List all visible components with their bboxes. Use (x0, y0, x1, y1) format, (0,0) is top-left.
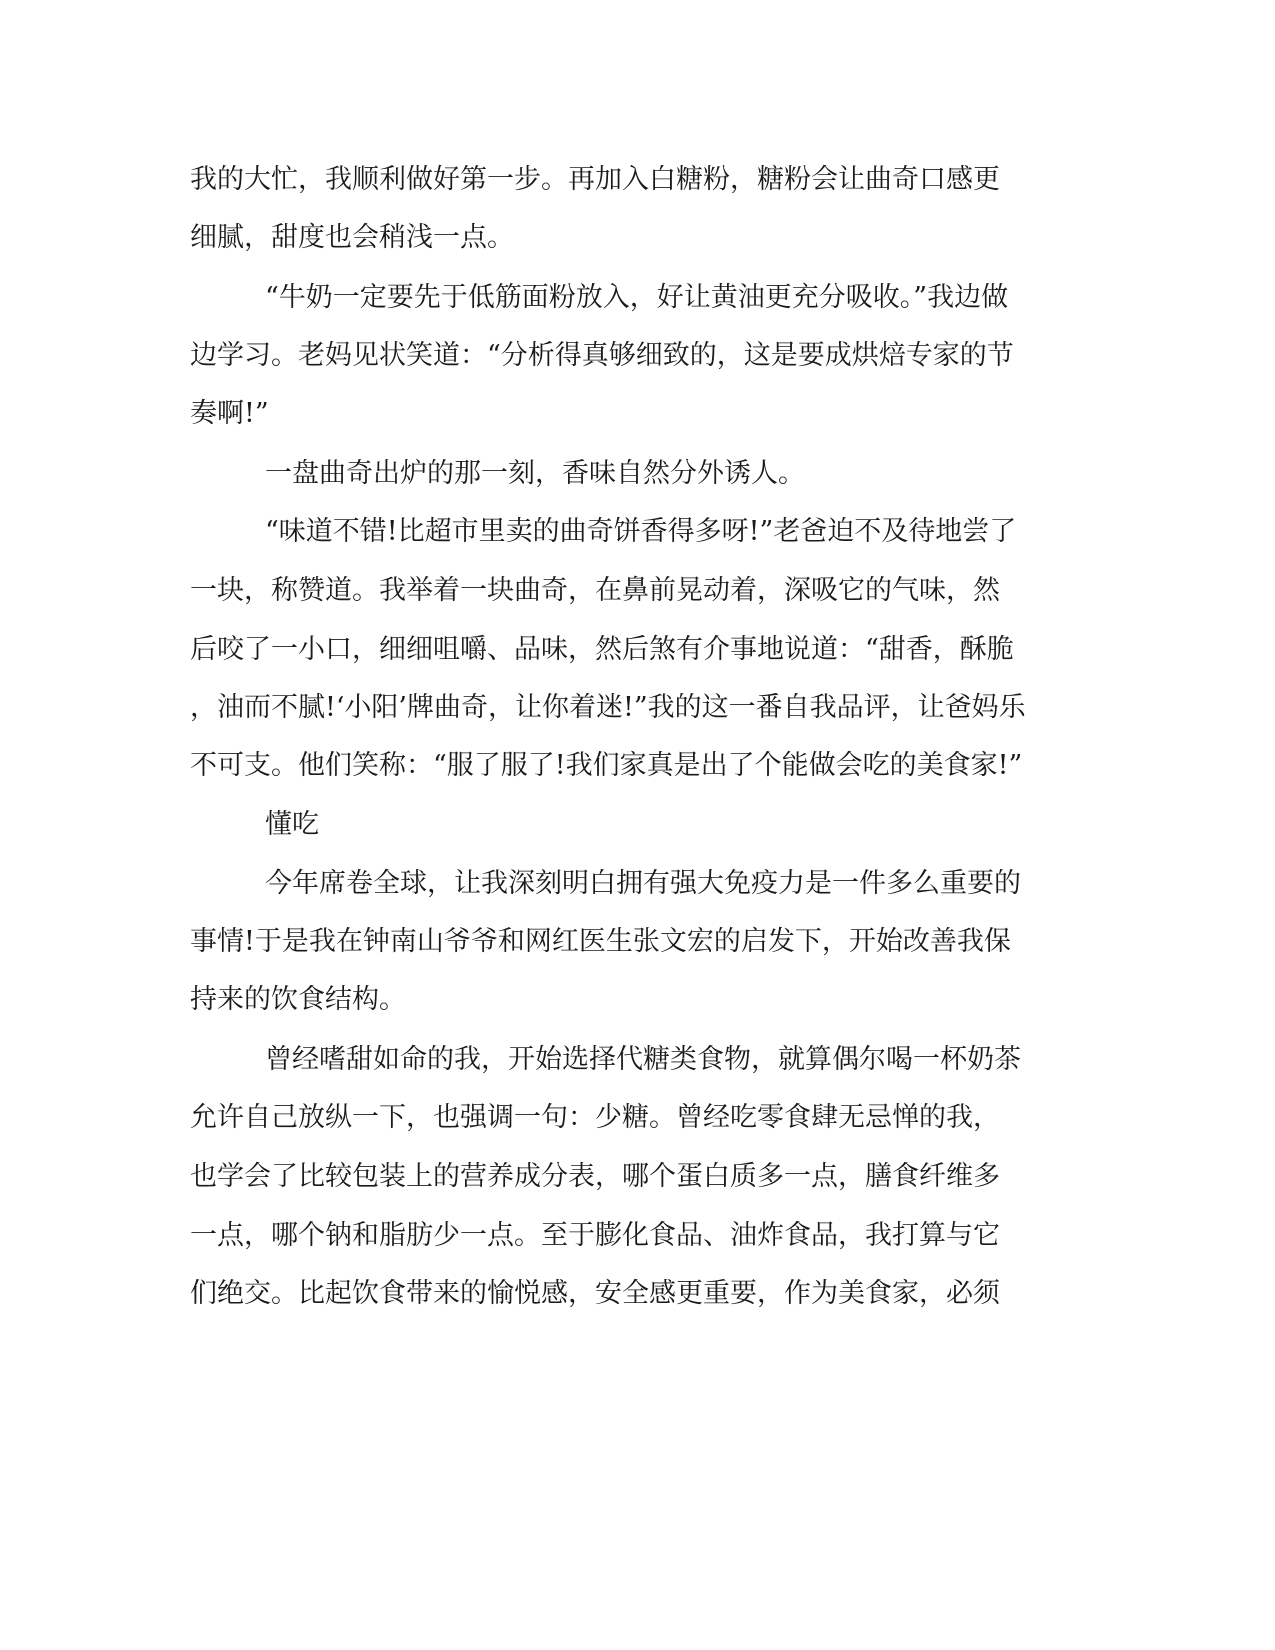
text-line: 细腻，甜度也会稍浅一点。 (190, 222, 514, 253)
text-line: 一块，称赞道。我举着一块曲奇，在鼻前晃动着，深吸它的气味，然 (190, 575, 1000, 606)
text-line: 一盘曲奇出炉的那一刻，香味自然分外诱人。 (265, 458, 805, 489)
text-line: 也学会了比较包装上的营养成分表，哪个蛋白质多一点，膳食纤维多 (190, 1161, 1000, 1192)
text-line: “味道不错!比超市里卖的曲奇饼香得多呀!”老爸迫不及待地尝了 (265, 516, 1017, 547)
text-line: 持来的饮食结构。 (190, 984, 406, 1015)
text-line: 一点，哪个钠和脂肪少一点。至于膨化食品、油炸食品，我打算与它 (190, 1220, 1000, 1251)
text-line: 奏啊!” (190, 398, 269, 429)
text-line: 边学习。老妈见状笑道：“分析得真够细致的，这是要成烘焙专家的节 (190, 340, 1014, 371)
text-line: ，油而不腻!‘小阳’牌曲奇，让你着迷!”我的这一番自我品评，让爸妈乐 (190, 692, 1026, 723)
text-line: 事情!于是我在钟南山爷爷和网红医生张文宏的启发下，开始改善我保 (190, 926, 1011, 957)
text-line: 后咬了一小口，细细咀嚼、品味，然后煞有介事地说道：“甜香，酥脆 (190, 634, 1014, 665)
text-line: 们绝交。比起饮食带来的愉悦感，安全感更重要，作为美食家，必须 (190, 1278, 1000, 1309)
text-line: 允许自己放纵一下，也强调一句：少糖。曾经吃零食肆无忌惮的我， (190, 1102, 1000, 1133)
text-line: 我的大忙，我顺利做好第一步。再加入白糖粉，糖粉会让曲奇口感更 (190, 164, 1000, 195)
text-line: 不可支。他们笑称：“服了服了!我们家真是出了个能做会吃的美食家!” (190, 750, 1023, 781)
text-line: 今年席卷全球，让我深刻明白拥有强大免疫力是一件多么重要的 (265, 868, 1021, 899)
section-heading: 懂吃 (265, 809, 319, 840)
text-line: “牛奶一定要先于低筋面粉放入，好让黄油更充分吸收。”我边做 (265, 282, 1009, 313)
text-line: 曾经嗜甜如命的我，开始选择代糖类食物，就算偶尔喝一杯奶茶 (265, 1044, 1021, 1075)
